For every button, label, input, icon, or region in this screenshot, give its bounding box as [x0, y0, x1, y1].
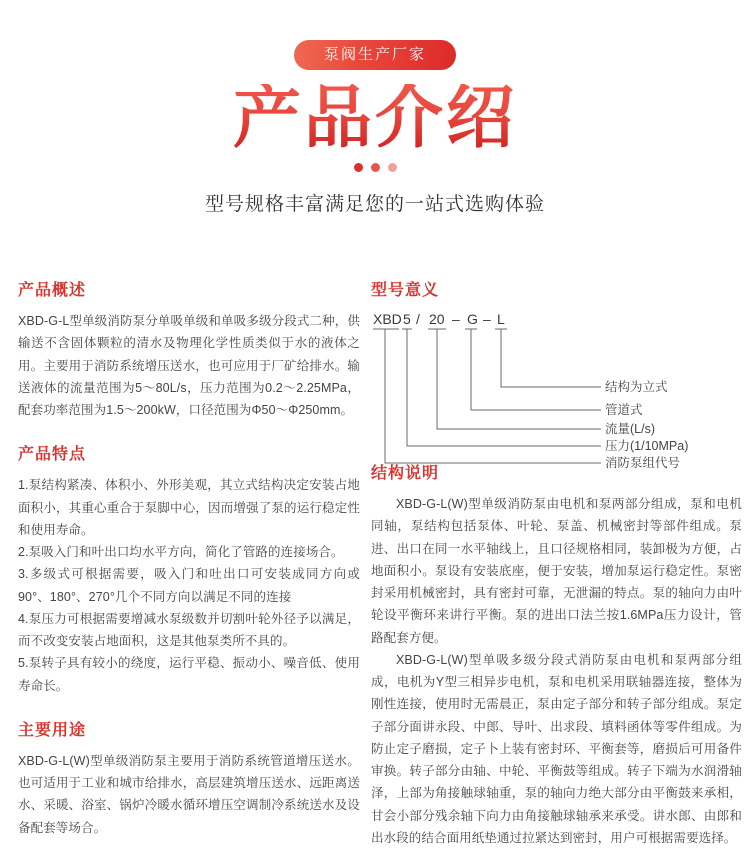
- feature-item: 3.多级式可根据需要，吸入门和吐出口可安装成同方向或90°、180°、270°几个不同方向以满足不同的连接: [18, 567, 360, 604]
- structure-paragraph: XBD-G-L(W)型单级消防泵由电机和泵两部分组成，泵和电机同轴，泵结构包括泵体、叶轮、泵盖、机械密封等部件组成。泵进、出口在同一水平轴线上，且口径规格相同，装卸极为方便，占地面积小。泵设有安装底座，便于安装，增加泵运行稳定性。泵密封采用机械密封，具有密封可靠，无泄漏的特点。泵的轴向力由叶轮设平衡环来讲行平衡。泵的进出口法兰按1.6MPa压力设计，管路配套方便。: [371, 497, 742, 645]
- dot-icon-1: [354, 163, 363, 172]
- leader-line-pump-code: [385, 329, 601, 463]
- diagram-label-structure: 结构为立式: [605, 380, 668, 394]
- features-list: [18, 474, 368, 697]
- feature-item: 5.泵转子具有较小的绕度，运行平稳、振动小、噪音低、使用寿命长。: [18, 656, 360, 693]
- diagram-label-pressure: 压力(1/10MPa): [605, 439, 689, 453]
- structure-text: [371, 493, 750, 849]
- overview-text: [18, 310, 368, 421]
- feature-item: 1.泵结构紧凑、体积小、外形美观，其立式结构决定安装占地面积小，其重心重合于泵脚中心，因而增强了泵的运行稳定性和使用寿命。: [18, 478, 360, 537]
- usage-paragraph: XBD-G-L(W)型单级消防泵主要用于消防系统管道增压送水。也可适用于工业和城市给排水，高层建筑增压送水、远距离送水、采暖、浴室、锅炉冷暖水循环增压空调制冷系统送水及设备配套等场合。: [18, 753, 360, 835]
- diagram-label-pump-code: 消防泵组代号: [605, 456, 681, 470]
- section-heading-overview: 产品概述: [18, 282, 87, 299]
- decorative-dots: [0, 163, 750, 172]
- usage-text: [18, 750, 368, 839]
- feature-item: 4.泵压力可根据需要增减水泵级数并切割叶轮外径予以满足，而不改变安装占地面积，这是其他泵类所不具的。: [18, 611, 360, 648]
- leader-line-pipeline: [471, 329, 601, 410]
- page-title: 产品介绍: [0, 84, 750, 153]
- manufacturer-badge: 泵阀生产厂家: [294, 40, 456, 70]
- leader-line-structure-vertical: [501, 329, 601, 387]
- code-part-g: G: [467, 311, 478, 327]
- feature-item: 2.泵吸入门和叶出口均水平方向，简化了管路的连接场合。: [18, 545, 344, 559]
- code-part-dash-2: –: [483, 311, 491, 327]
- left-column: [0, 283, 368, 849]
- overview-paragraph: XBD-G-L型单级消防泵分单吸单级和单吸多级分段式二种，供输送不含固体颗粒的清水及物理化学性质类似于水的液体之用。主要用于消防系统增压送水，也可应用于厂矿给排水。输送液体的流量范围为5～80L/s，压力范围为0.2～2.25MPa，配套功率范围为1.5～200kW，口径范围为Φ50～Φ250mm。: [18, 314, 360, 417]
- content-columns: [0, 283, 750, 849]
- section-heading-features: 产品特点: [18, 446, 87, 464]
- model-diagram-svg: [371, 310, 741, 470]
- model-designation-diagram: [371, 310, 750, 470]
- page-subtitle: 型号规格丰富满足您的一站式选购体验: [204, 194, 545, 216]
- structure-paragraph: XBD-G-L(W)型单吸多级分段式消防泵由电机和泵两部分组成，电机为Y型三相异步电机，泵和电机采用联轴器连接，整体为刚性连接，使用时无需晨正，泵由定子部分和转子部分组成。泵定子部分面讲永段、中郎、导叶、出求段、填料函体等零件组成。为防止定子磨损，定子卜上装有密封环、平衡套等，磨损后可用备件审换。转子部分由轴、中轮、平衡鼓等组成。转子下端为水润滑轴泽，上部为角接触球轴重，泵的轴向力绝大部分由平衡鼓来承相，甘会小部分残余轴下向力由角接触球轴承来承受。讲水郎、由郎和出水段的结合面用纸垫通过拉紧达到密封，用户可根据需要选择。: [371, 652, 742, 845]
- section-heading-model-meaning: 型号意义: [371, 282, 440, 299]
- diagram-label-flow: 流量(L/s): [605, 422, 656, 436]
- code-part-slash: /: [416, 311, 420, 327]
- section-heading-structure: 结构说明: [371, 465, 440, 482]
- dot-icon-3: [388, 163, 397, 172]
- right-column: [368, 283, 750, 849]
- dot-icon-2: [371, 163, 380, 172]
- section-heading-usage: 主要用途: [18, 721, 87, 739]
- page-header: [0, 0, 750, 216]
- code-part-xbd: XBD: [373, 311, 402, 327]
- code-part-5: 5: [403, 311, 411, 327]
- leader-line-flow: [437, 329, 601, 429]
- code-part-20: 20: [429, 311, 445, 327]
- code-part-dash-1: –: [452, 311, 460, 327]
- code-part-l: L: [497, 311, 505, 327]
- diagram-label-pipeline: 管道式: [605, 403, 643, 417]
